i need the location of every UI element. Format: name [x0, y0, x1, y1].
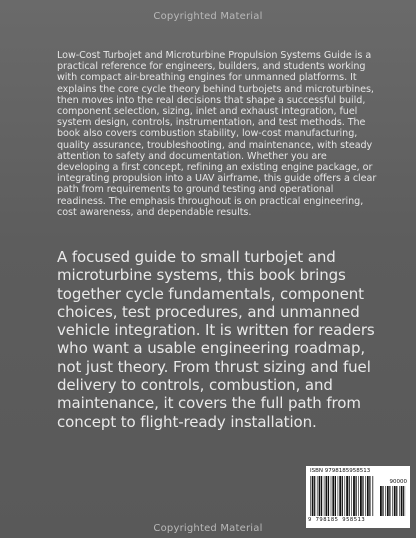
ean-barcode-bars [310, 476, 374, 516]
watermark-bottom: Copyrighted Material [153, 523, 263, 534]
watermark-top: Copyrighted Material [153, 11, 263, 22]
isbn-barcode [306, 466, 410, 528]
addon-barcode-bars [380, 486, 406, 516]
summary-paragraph: A focused guide to small turbojet and microturbine systems, this book brings together cycle fundamentals, component choices, test procedures, and unmanned vehicle integration. It is written for readers who want a usable engineering roadmap, not just theory. From thrust sizing and fuel delivery to controls, combustion, and maintenance, it covers the full path from concept to flight-ready installation. [57, 248, 375, 431]
price-code: 90000 [389, 479, 407, 485]
description-paragraph: Low-Cost Turbojet and Microturbine Propulsion Systems Guide is a practical reference for engineers, builders, and students working with compact air-breathing engines for unmanned platforms. It explains the core cycle theory behind turbojets and microturbines, then moves into the real decisions that shape a successful build, component selection, sizing, inlet and exhaust integration, fuel system design, controls, instrumentation, and test methods. The book also covers combustion stability, low-cost manufacturing, quality assurance, troubleshooting, and maintenance, with steady attention to safety and documentation. Whether you are developing a first concept, refining an existing engine package, or integrating propulsion into a UAV airframe, this guide offers a clear path from requirements to ground testing and operational readiness. The emphasis throughout is on practical engineering, cost awareness, and dependable results. [57, 50, 377, 218]
isbn-label: ISBN 9798185958513 [310, 468, 371, 474]
barcode-digits: 9 798185 958513 [308, 517, 366, 523]
